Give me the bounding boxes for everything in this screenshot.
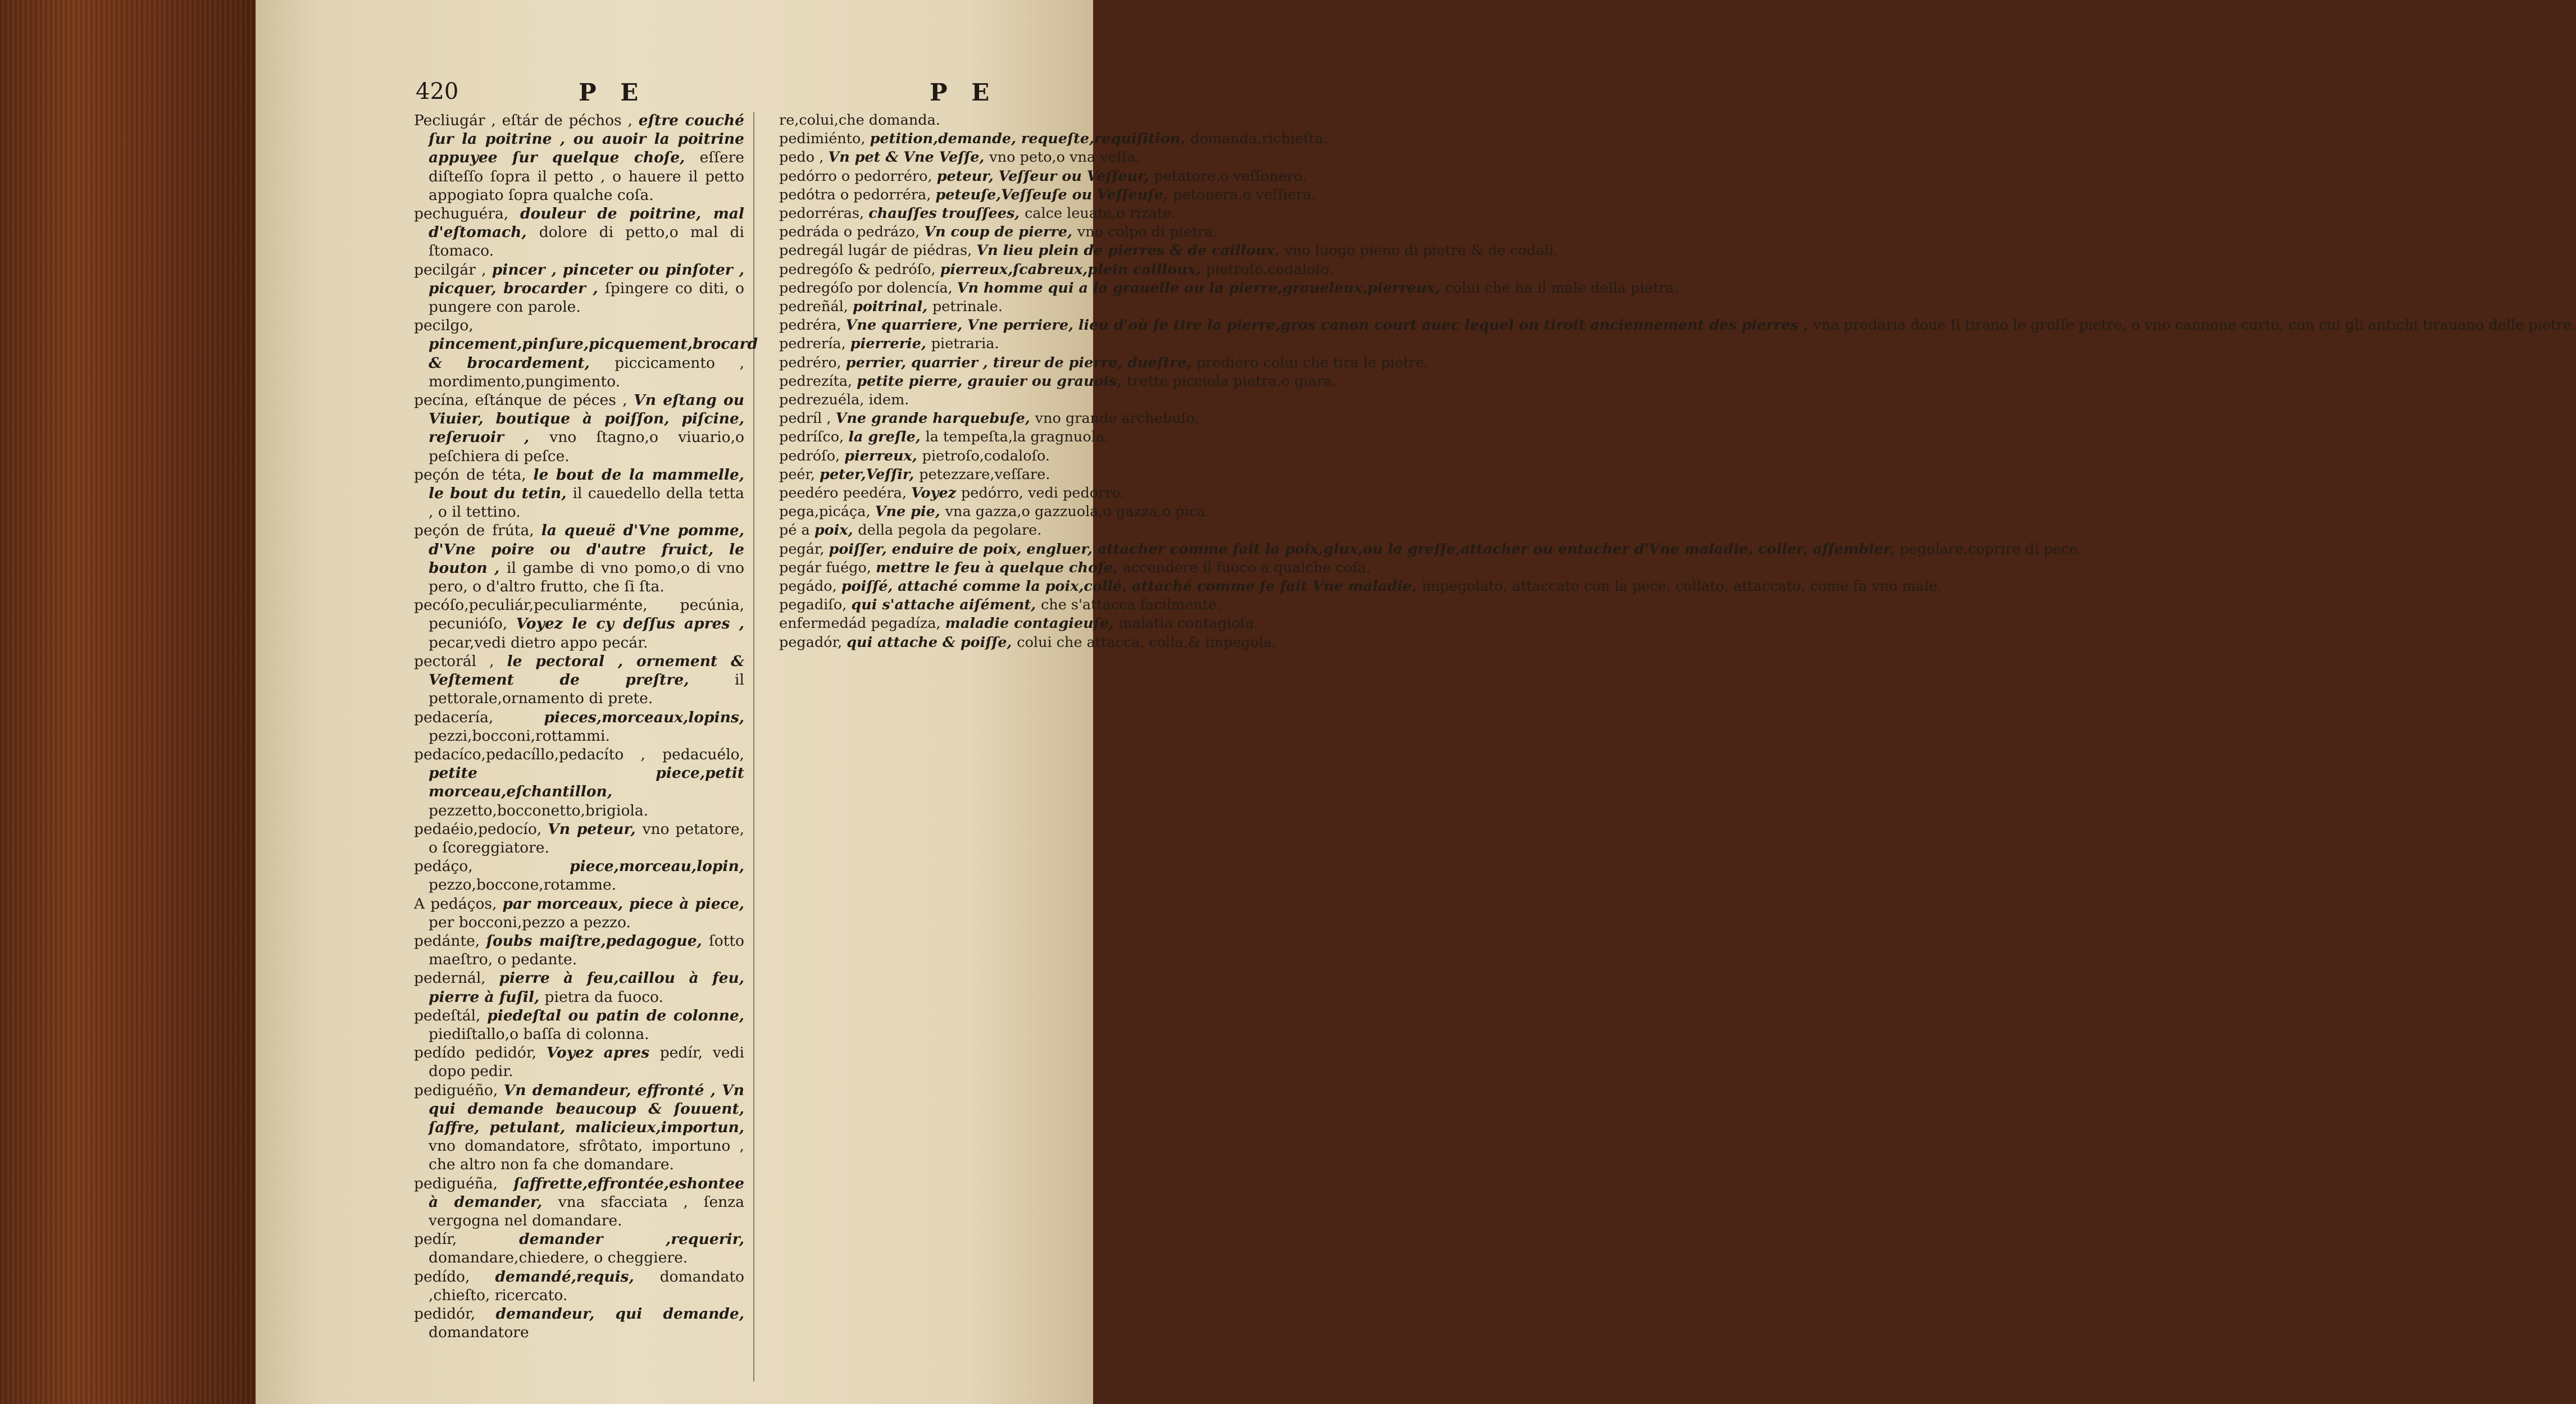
entry-headword: pedeſtál, (414, 1006, 488, 1024)
dictionary-entry (779, 261, 1334, 279)
dictionary-entry (414, 1305, 744, 1342)
entry-french: Voyez apres (546, 1044, 660, 1062)
entry-italian: eſſere diſteſſo ſopra il petto , o hauere il petto appogiato ſopra qualche coſa. (429, 149, 744, 204)
entry-headword: pedríl , (779, 410, 836, 427)
entry-headword: pedríſco, (779, 429, 849, 446)
entry-french: Vne pie, (875, 503, 945, 521)
entry-italian: vno petatore, o ſcoreggiatore. (429, 820, 744, 856)
entry-italian: accendere il fuoco a qualche coſa. (1122, 559, 1371, 576)
dictionary-entry (779, 447, 1116, 466)
dictionary-entry (779, 466, 1116, 484)
dictionary-entry (414, 1043, 744, 1081)
entry-french: qui s'attache aiſément, (851, 596, 1041, 614)
entry-italian: pedórro, vedi pedorro. (961, 485, 1125, 502)
entry-italian: il pettorale,ornamento di prete. (429, 671, 744, 708)
entry-headword: pedimiénto, (779, 130, 870, 148)
entry-french: Vne quarriere, Vne perriere, lieu d'où ſe tire la pierre,gros canon court auec lequel on tiroit anciennement des pierres , (845, 317, 1814, 334)
entry-headword: pecína, eſtánque de péces , (414, 391, 634, 409)
entry-french: petite pierre, grauier ou grauois, (857, 372, 1127, 390)
dictionary-entry (414, 391, 744, 466)
entry-french: pierrerie, (850, 335, 931, 353)
entry-french: poiſſer, enduire de poix, engluer, attacher comme fait la poix,glux,ou la greſſe,attacher ou entacher d'Vne maladie, coller, aſſembler, (829, 540, 1900, 558)
entry-italian: vno luogo pieno di pietre & de codali. (1284, 242, 1558, 259)
entry-italian: vno domandatore, sfrôtato, importuno , che altro non fa che domandare. (429, 1137, 744, 1174)
entry-headword: pedído pedidór, (414, 1044, 547, 1062)
entry-headword: enfermedád pegadíza, (779, 615, 945, 632)
dictionary-entry (779, 540, 2083, 559)
entry-french: poitrinal, (853, 298, 932, 316)
entry-french: piece,morceau,lopin, (570, 858, 744, 876)
dictionary-entry (414, 895, 744, 932)
dictionary-entry (414, 1006, 744, 1043)
entry-french: Voyez (911, 485, 961, 502)
entry-headword: pega,picáça, (779, 503, 875, 521)
entry-headword: pegár, (779, 540, 829, 558)
column-divider (753, 112, 754, 1382)
entry-italian: della pegola da pegolare. (858, 522, 1042, 539)
entry-italian: pietra da fuoco. (544, 988, 663, 1006)
dictionary-entry (779, 316, 2576, 335)
entry-french: peter,Veſſir, (820, 466, 920, 483)
dictionary-entry (414, 1174, 744, 1230)
entry-italian: che s'attacca facilmente. (1040, 596, 1222, 614)
entry-italian: malatia contagioſa. (1118, 615, 1259, 632)
dictionary-entry (779, 335, 1116, 353)
entry-italian: ſotto maeſtro, o pedante. (429, 932, 744, 969)
entry-headword: pé a (779, 522, 814, 539)
entry-french: pincer , pinceter ou pinſoter , picquer, brocarder , (429, 261, 745, 297)
entry-headword: pedréra, (779, 317, 846, 334)
book-binding-edge (0, 0, 256, 1404)
dictionary-entry (779, 577, 1942, 596)
dictionary-entry (779, 633, 1277, 652)
dictionary-page (256, 0, 2576, 1404)
right-column (779, 111, 2576, 652)
dictionary-entry (414, 111, 744, 204)
entry-french: pierreux,ſcabreux,plein cailloux, (940, 261, 1206, 278)
dictionary-entry (779, 186, 1316, 204)
entry-headword: pedórro o pedorréro, (779, 167, 937, 185)
entry-french: pieces,morceaux,lopins, (544, 708, 744, 726)
entry-headword: pedráda o pedrázo, (779, 224, 925, 241)
entry-headword: pedáço, (414, 858, 570, 876)
entry-headword: pedreñál, (779, 298, 853, 316)
entry-italian: pegolare,coprire di pece. (1900, 540, 2083, 558)
entry-italian: la tempeſta,la gragnuola. (925, 429, 1109, 446)
entry-french: peteur, Veſſeur ou Veſſeur, (936, 167, 1154, 185)
dictionary-entry (779, 503, 1210, 521)
left-column (414, 111, 758, 1342)
dictionary-entry (779, 409, 1200, 428)
entry-headword: pegadiſo, (779, 596, 852, 614)
entry-french: petition,demande, requeſte,requiſition, (870, 130, 1191, 148)
entry-italian: vna gazza,o gazzuola,o gazza,o pica. (945, 503, 1210, 521)
entry-italian: pezzetto,bocconetto,brigiola. (429, 801, 649, 819)
entry-headword: pechuguéra, (414, 205, 521, 223)
dictionary-entry (779, 279, 1679, 298)
entry-headword: pedregóſo & pedróſo, (779, 261, 940, 278)
entry-italian: pedír, vedi dopo pedir. (429, 1044, 744, 1081)
entry-italian: vno grande archebuſo. (1035, 410, 1200, 427)
entry-italian: piccicamento , mordimento,pungimento. (429, 354, 744, 390)
dictionary-entry (779, 204, 1176, 223)
entry-french: la greſle, (848, 429, 926, 446)
entry-italian: domanda,richieſta. (1190, 130, 1328, 148)
entry-italian: calce leuate,o rizate. (1025, 205, 1176, 222)
entry-italian: vna sfacciata , ſenza vergogna nel domandare. (429, 1193, 744, 1229)
dictionary-entry (779, 167, 1307, 186)
entry-headword: pedír, (414, 1230, 520, 1248)
dictionary-entry (779, 614, 1259, 633)
dictionary-entry (414, 596, 744, 652)
entry-headword: pedidór, (414, 1305, 496, 1323)
entry-headword: pedrería, (779, 335, 850, 353)
entry-french: par morceaux, piece à piece, (502, 895, 745, 913)
entry-french: poix, (814, 522, 858, 539)
entry-headword: pedaéio,pedocío, (414, 820, 548, 838)
entry-headword: pediguéña, (414, 1174, 514, 1192)
entry-headword: pedernál, (414, 969, 499, 987)
dictionary-entry (414, 652, 744, 708)
dictionary-entry (779, 223, 1218, 241)
dictionary-entry (414, 261, 744, 317)
entry-italian: vno peto,o vna veſſa. (989, 149, 1140, 166)
dictionary-entry (779, 372, 1337, 391)
dictionary-entry (414, 204, 744, 261)
entry-headword: pedregóſo por dolencía, (779, 279, 957, 297)
dictionary-entry (414, 745, 744, 820)
entry-headword: pectorál , (414, 652, 507, 670)
entry-italian: petrinale. (932, 298, 1003, 316)
entry-italian: il cauedello della tetta , o il tettino. (429, 485, 744, 521)
entry-french: perrier, quarrier , tireur de pierre, dueſtre, (845, 354, 1196, 371)
entry-french: la queuë d'Vne pomme, d'Vne poire ou d'autre fruict, le bouton , (429, 522, 744, 577)
dictionary-entry (779, 354, 1429, 372)
entry-french: Vn lieu plein de pierres & de cailloux, (976, 242, 1285, 259)
left-column-head: P E (579, 79, 647, 106)
dictionary-entry (414, 316, 758, 391)
dictionary-entry (414, 1081, 744, 1174)
entry-french: Vne grande harquebuſe, (835, 410, 1035, 427)
entry-headword: pedréro, (779, 354, 846, 371)
dictionary-entry (779, 484, 1125, 503)
entry-italian: idem. (868, 391, 909, 409)
entry-french: Vn homme qui a la grauelle ou la pierre,graueleux,pierreux, (957, 279, 1445, 297)
entry-italian: pezzi,bocconi,rottammi. (429, 727, 610, 745)
entry-headword: pedído, (414, 1268, 495, 1286)
entry-headword: pedo , (779, 149, 829, 166)
entry-headword: pediguéño, (414, 1081, 504, 1099)
entry-headword: pegádo, (779, 578, 841, 595)
entry-french: pierreux, (844, 447, 922, 464)
entry-headword: A pedáços, (414, 895, 503, 913)
entry-headword: pedacería, (414, 708, 544, 726)
dictionary-entry (779, 111, 1116, 130)
entry-italian: colui che ha il male della pietra. (1445, 279, 1679, 297)
entry-italian: pietroſo,codaloſo. (1205, 261, 1334, 278)
entry-italian: pezzo,boccone,rotamme. (429, 876, 617, 894)
right-column-head: P E (930, 79, 998, 106)
entry-headword: peedéro peedéra, (779, 485, 912, 502)
entry-french: pincement,pinſure,picquement,brocard & brocardement, (429, 335, 758, 372)
entry-italian: prediero colui che tira le pietre. (1196, 354, 1429, 371)
entry-headword: pedrezuéla, (779, 391, 869, 409)
entry-french: peteuſe,Veſſeuſe ou Veſſeuſe, (935, 186, 1173, 203)
entry-french: Vn coup de pierre, (924, 224, 1077, 241)
dictionary-entry (779, 298, 1116, 316)
dictionary-entry (414, 969, 744, 1006)
entry-italian: vna predaria doue ſi tirano le groſſe pietre, o vno cannone curto, con cui gli antichi tirauano delle pietre. (1813, 317, 2576, 334)
entry-italian: domandare,chiedere, o cheggiere. (429, 1249, 688, 1267)
entry-french: Voyez le cy deſſus apres , (516, 615, 744, 633)
entry-french: douleur de poitrine, mal d'eſtomach, (429, 205, 744, 241)
entry-italian: ſpingere co diti, o pungere con parole. (429, 279, 744, 316)
entry-italian: petonera,o veſſiera. (1173, 186, 1316, 203)
entry-french: maladie contagieuſe, (945, 615, 1119, 632)
entry-italian: petezzare,veſſare. (919, 466, 1050, 483)
entry-headword: peér, (779, 466, 820, 483)
entry-headword: pedacíco,pedacíllo,pedacíto , pedacuélo, (414, 745, 744, 763)
entry-french: Vn demandeur, effronté , Vn qui demande beaucoup & ſouuent, ſaffre, petulant, malicieux,importun, (429, 1081, 744, 1136)
running-head (256, 79, 1093, 107)
entry-french: demandé,requis, (495, 1268, 660, 1286)
entry-headword: pecilgár , (414, 261, 492, 279)
entry-italian: impegolato, attaccato con la pece, collato, attaccato, come fa vno male. (1422, 578, 1942, 595)
entry-french: pierre à feu,caillou à feu, pierre à fuſil, (429, 969, 744, 1006)
dictionary-entry (414, 857, 744, 894)
entry-italian: vno ſtagno,o viuario,o peſchiera di peſce. (429, 429, 744, 465)
entry-italian: colui che attacca, colla,& impegola. (1017, 633, 1277, 651)
entry-french: piedeſtal ou patin de colonne, (487, 1006, 744, 1024)
dictionary-entry (414, 466, 744, 522)
entry-headword: pedregál lugár de piédras, (779, 242, 977, 259)
entry-headword: pedorréras, (779, 205, 869, 222)
entry-headword: pegadór, (779, 633, 847, 651)
dictionary-entry (779, 521, 1116, 540)
entry-italian: trette picciola pietra,o giara. (1127, 372, 1337, 390)
entry-headword: peçón de frúta, (414, 522, 541, 540)
entry-italian: dolore di petto,o mal di ſtomaco. (429, 224, 744, 260)
entry-italian: domandatore (429, 1324, 529, 1342)
entry-french: le bout de la mammelle, le bout du tetin, (429, 466, 744, 503)
entry-headword: pecóſo,peculiár,peculiarménte, pecúnia, pecunióſo, (414, 596, 744, 633)
entry-french: Vn peteur, (548, 820, 643, 838)
entry-french: poiſſé, attaché comme la poix,collé, attaché comme ſe fait Vne maladie, (841, 578, 1422, 595)
entry-headword: pedróſo, (779, 447, 845, 464)
entry-french: chauſſes trouſſees, (868, 205, 1025, 222)
dictionary-entry (414, 1230, 744, 1267)
dictionary-entry (779, 148, 1140, 167)
dictionary-entry (779, 391, 1116, 409)
entry-headword: pedótra o pedorréra, (779, 186, 936, 203)
entry-french: ſoubs maiſtre,pedagogue, (486, 932, 709, 950)
dictionary-entry (779, 596, 1222, 614)
entry-italian: piediſtallo,o baſſa di colonna. (429, 1025, 649, 1043)
dictionary-entry (779, 559, 1371, 577)
dictionary-entry (414, 932, 744, 969)
dictionary-entry (779, 130, 1328, 148)
entry-french: Vn eſtang ou Viuier, boutique à poiſſon, piſcine, reſeruoir , (429, 391, 744, 446)
entry-italian: pietroſo,codaloſo. (922, 447, 1050, 464)
entry-french: demander ,requerir, (519, 1230, 744, 1248)
entry-italian: per bocconi,pezzo a pezzo. (429, 913, 631, 931)
entry-headword: pecilgo, (414, 317, 474, 335)
dictionary-entry (414, 1268, 744, 1305)
entry-french: petite piece,petit morceau,eſchantillon, (429, 764, 744, 801)
entry-headword: pedrezíta, (779, 372, 857, 390)
dictionary-entry (779, 241, 1558, 260)
entry-french: eſtre couché ſur la poitrine , ou auoir la poitrine appuyee ſur quelque choſe, (429, 112, 744, 167)
entry-french: le pectoral , ornement & Veſtement de preſtre, (429, 652, 744, 689)
entry-italian: il gambe di vno pomo,o di vno pero, o d'altro frutto, che ſi ſta. (429, 559, 744, 596)
entry-italian: petatore,o veſſonero. (1154, 167, 1307, 185)
entry-italian: re,colui,che domanda. (779, 112, 940, 129)
dictionary-entry (779, 428, 1116, 446)
entry-italian: pietraria. (931, 335, 999, 353)
dictionary-entry (414, 820, 744, 857)
entry-french: qui attache & poiſſe, (846, 633, 1017, 651)
entry-headword: pegár fuégo, (779, 559, 876, 576)
entry-french: Vn pet & Vne Veſſe, (828, 149, 990, 166)
dictionary-entry (414, 708, 744, 745)
entry-french: mettre le feu à quelque choſe, (876, 559, 1123, 576)
entry-italian: domandato ,chieſto, ricercato. (429, 1268, 744, 1304)
entry-headword: peçón de téta, (414, 466, 534, 484)
entry-headword: pedánte, (414, 932, 486, 950)
entry-italian: pecar,vedi dietro appo pecár. (429, 633, 648, 651)
entry-french: demandeur, qui demande, (495, 1305, 744, 1323)
entry-french: ſaffrette,effrontée,eshontee à demander, (429, 1174, 744, 1211)
page-number: 420 (416, 79, 459, 104)
dictionary-entry (414, 521, 744, 596)
entry-italian: vno colpo di pietra. (1077, 224, 1218, 241)
entry-headword: Pecliugár , eſtár de péchos , (414, 112, 639, 129)
